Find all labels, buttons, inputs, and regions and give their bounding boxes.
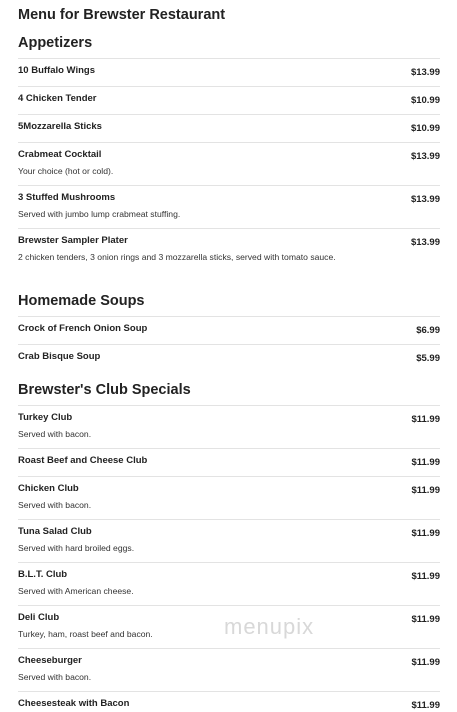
menu-item-description: Served with bacon. — [18, 500, 92, 510]
menu-item-name: Roast Beef and Cheese Club — [18, 455, 148, 466]
menu-item-price: $13.99 — [410, 194, 440, 205]
menu-item-name: 3 Stuffed Mushrooms — [18, 192, 116, 203]
menu-item-price: $11.99 — [411, 657, 440, 668]
menu-item-name: Brewster Sampler Plater — [18, 235, 128, 246]
menu-item-name: Tuna Salad Club — [18, 526, 92, 537]
section-homemade-soups — [18, 292, 440, 372]
menu-item-price: $11.99 — [411, 528, 440, 539]
menu-item — [18, 405, 440, 448]
menu-item-name: 10 Buffalo Wings — [18, 65, 95, 76]
menu-item-price: $13.99 — [410, 67, 440, 78]
menu-item-name: Turkey Club — [18, 412, 73, 423]
menu-item-description: 2 chicken tenders, 3 onion rings and 3 mozzarella sticks, served with tomato sauce. — [18, 252, 336, 262]
section-appetizers — [18, 34, 440, 284]
menu-item — [18, 476, 440, 519]
menu-item-description: Served with bacon. — [18, 429, 92, 439]
menu-item — [18, 228, 440, 284]
menu-item-price: $10.99 — [410, 123, 440, 134]
menu-item-price: $11.99 — [411, 700, 440, 711]
menu-item — [18, 344, 440, 372]
section-club-specials — [18, 381, 440, 712]
menu-item-name: 5Mozzarella Sticks — [18, 121, 102, 132]
menu-item-name: Crock of French Onion Soup — [18, 323, 148, 334]
menu-item-price: $11.99 — [411, 571, 440, 582]
menu-item — [18, 519, 440, 562]
menu-item-price: $13.99 — [410, 237, 440, 248]
menu-item-price: $11.99 — [411, 414, 440, 425]
section-title: Homemade Soups — [18, 293, 145, 309]
menu-item — [18, 142, 440, 185]
menupix-watermark: menupix — [224, 614, 315, 639]
section-title: Appetizers — [18, 35, 93, 51]
menu-item — [18, 114, 440, 142]
menu-item-description: Served with hard broiled eggs. — [18, 543, 135, 553]
menu-item-description: Your choice (hot or cold). — [18, 166, 114, 176]
menu-item-name: Cheeseburger — [18, 655, 82, 666]
menu-item — [18, 562, 440, 605]
menu-item-name: Deli Club — [18, 612, 60, 623]
menu-item-price: $5.99 — [416, 353, 440, 364]
menu-item-description: Turkey, ham, roast beef and bacon. — [18, 629, 153, 639]
menu-item-name: Crabmeat Cocktail — [18, 149, 102, 160]
menu-item-description: Served with jumbo lump crabmeat stuffing. — [18, 209, 181, 219]
menu-item-name: B.L.T. Club — [18, 569, 68, 580]
menu-item-price: $10.99 — [410, 95, 440, 106]
menu-item-price: $11.99 — [411, 457, 440, 468]
menu-item-name: Cheesesteak with Bacon — [18, 698, 130, 709]
menu-item-price: $6.99 — [416, 325, 440, 336]
menu-item-name: Chicken Club — [18, 483, 79, 494]
menu-item-name: 4 Chicken Tender — [18, 93, 97, 104]
menu-item-list — [18, 405, 440, 712]
menu-item-price: $13.99 — [410, 151, 440, 162]
menu-item — [18, 448, 440, 476]
menu-item-price: $11.99 — [411, 485, 440, 496]
menu-item-name: Crab Bisque Soup — [18, 351, 101, 362]
menu-item — [18, 185, 440, 228]
menu-item — [18, 58, 440, 86]
menu-item — [18, 316, 440, 344]
menu-item — [18, 691, 440, 712]
menu-item-list — [18, 58, 440, 284]
menu-item-price: $11.99 — [411, 614, 440, 625]
menu-item-description: Served with American cheese. — [18, 586, 134, 596]
menu-item — [18, 86, 440, 114]
section-title: Brewster's Club Specials — [18, 382, 191, 398]
menu-item-description: Served with bacon. — [18, 672, 92, 682]
page-title: Menu for Brewster Restaurant — [18, 7, 226, 23]
menu-item-list — [18, 316, 440, 372]
menu-item — [18, 648, 440, 691]
